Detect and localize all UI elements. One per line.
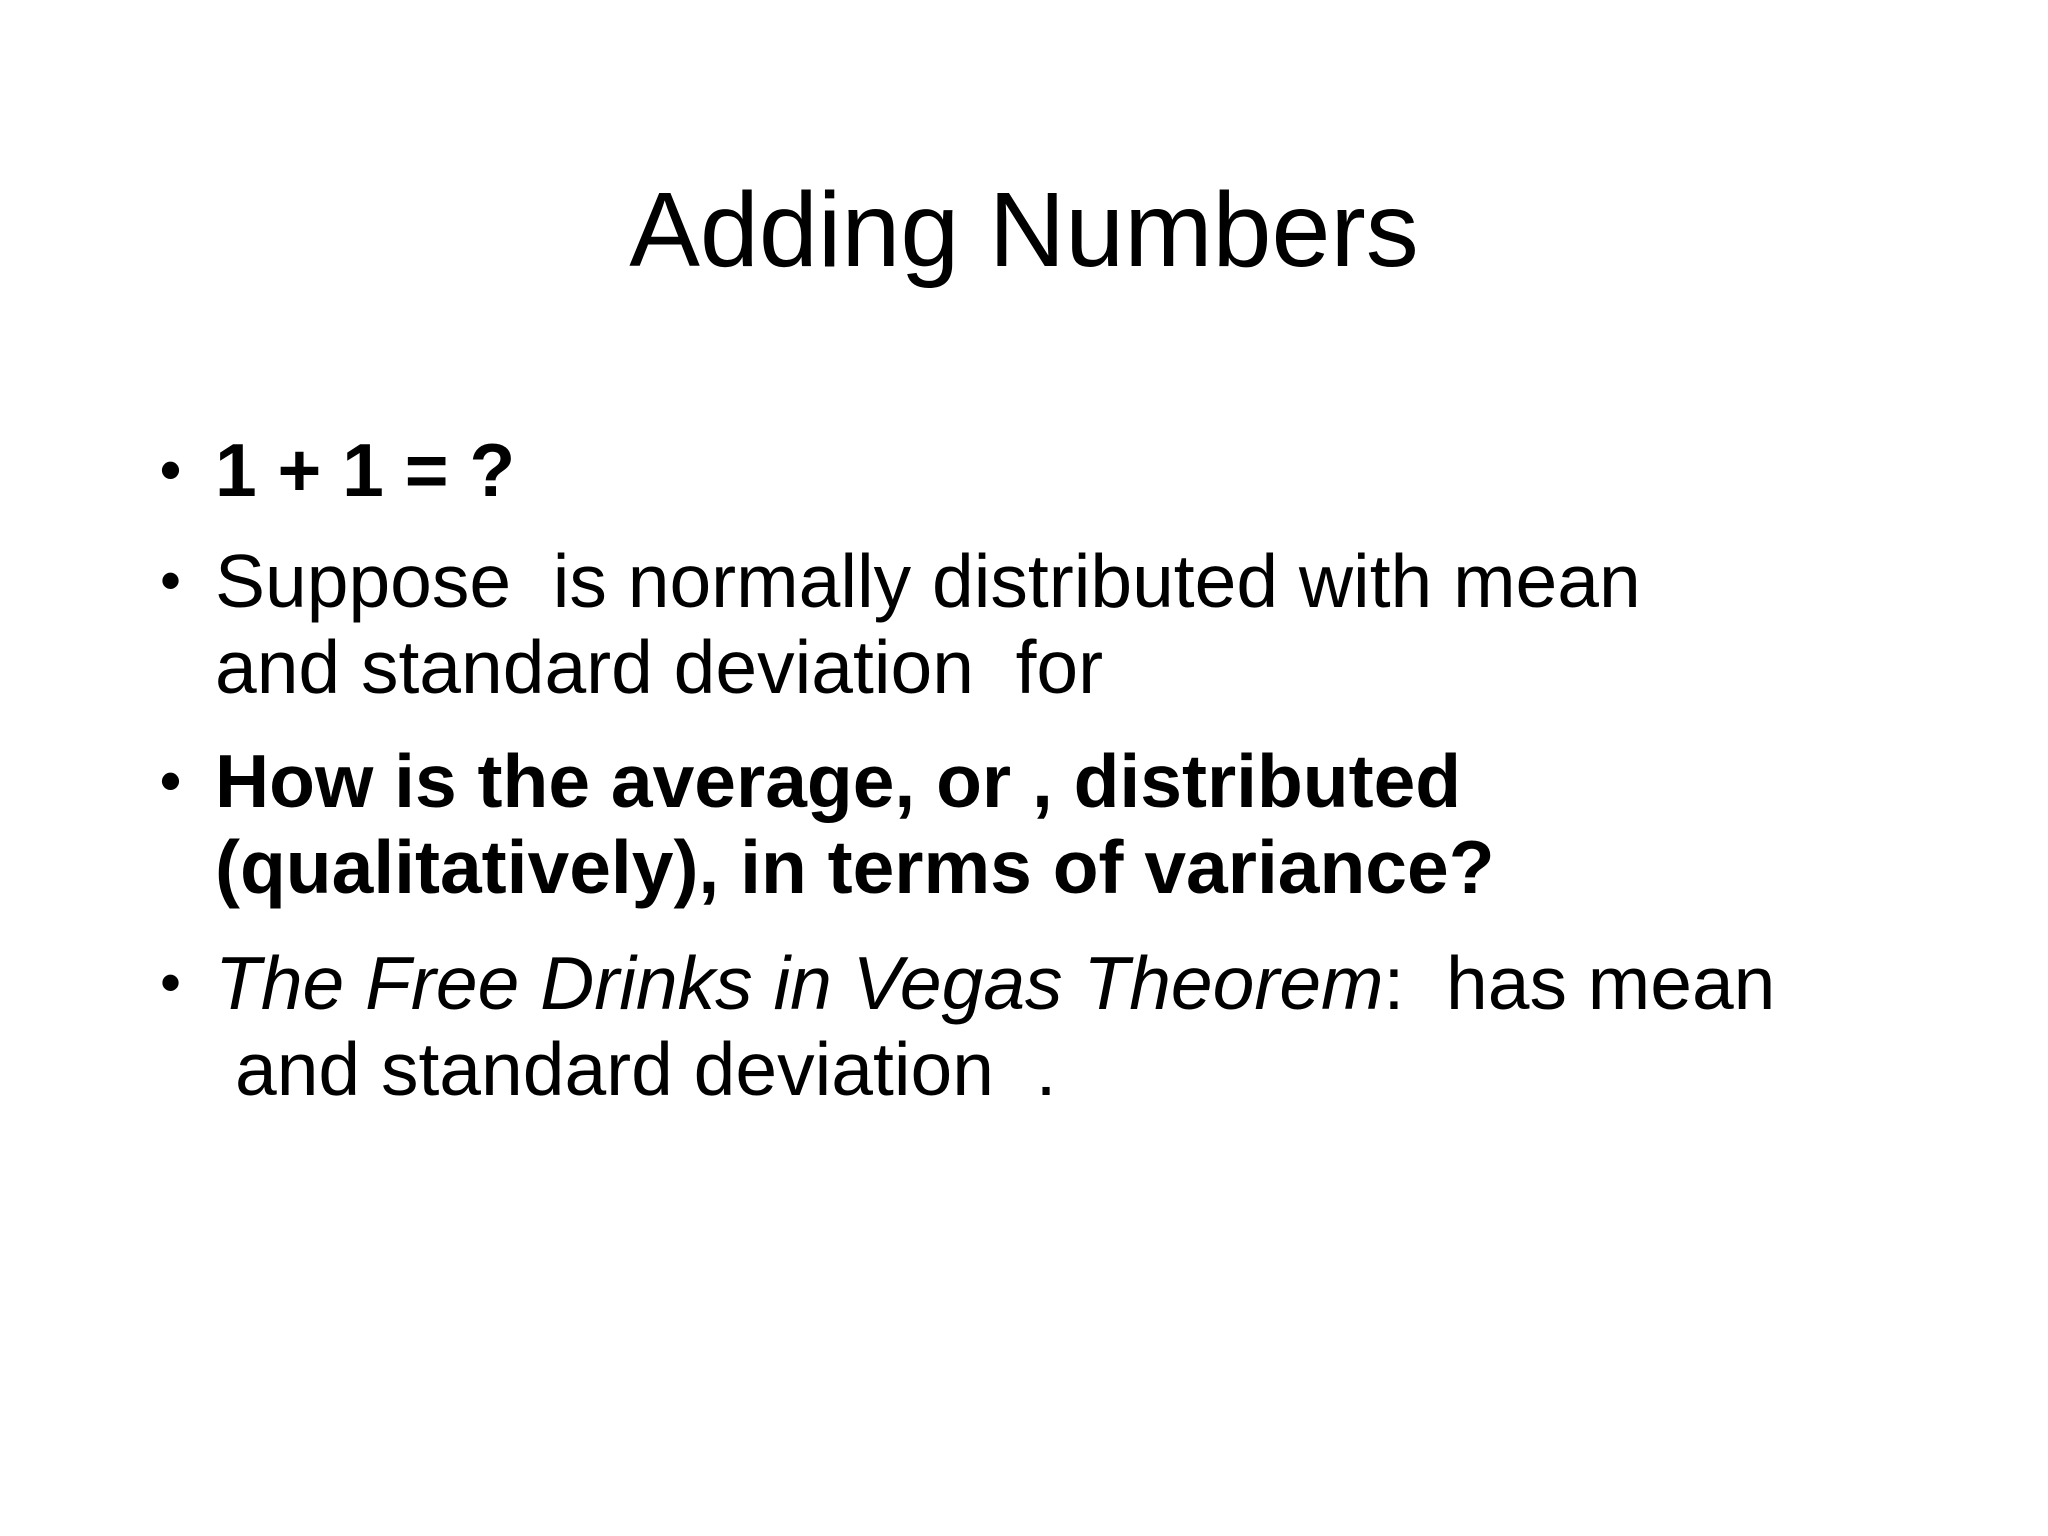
theorem-name: The Free Drinks in Vegas Theorem	[215, 941, 1384, 1025]
bullet-line: Suppose is normally distributed with mean	[215, 539, 1641, 623]
theorem-statement: : has mean	[1383, 941, 1776, 1025]
bullet-marker: •	[160, 436, 182, 503]
bullet-text	[215, 538, 1975, 710]
bullet-line: and standard deviation .	[235, 1027, 1057, 1111]
bullet-text	[215, 738, 1975, 910]
slide-title: Adding Numbers	[629, 171, 1419, 289]
bullet-text	[215, 940, 1975, 1112]
bullet-line: 1 + 1 = ?	[215, 428, 516, 512]
bullet-line: (qualitatively), in terms of variance?	[215, 825, 1495, 909]
bullet-marker: •	[160, 949, 182, 1016]
bullet-text	[215, 427, 1975, 513]
bullet-marker: •	[160, 747, 182, 814]
bullet-line	[215, 940, 1975, 1026]
bullet-marker: •	[160, 547, 182, 614]
bullet-line: How is the average, or , distributed	[215, 739, 1462, 823]
bullet-line: and standard deviation for	[215, 625, 1104, 709]
